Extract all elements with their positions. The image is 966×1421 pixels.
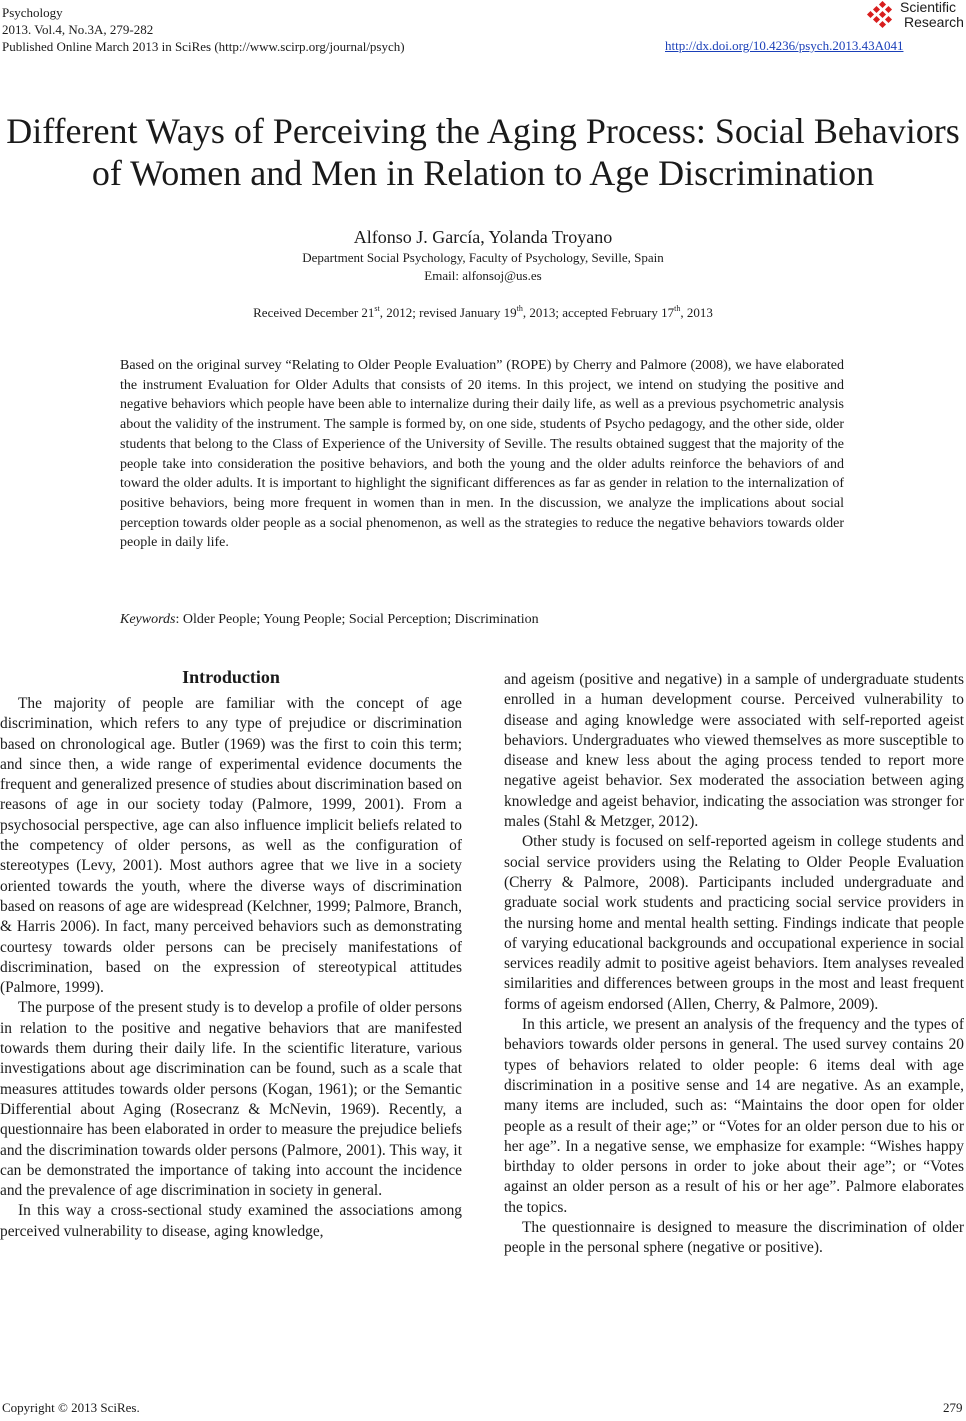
keywords <box>120 612 539 628</box>
article-dates: Received December 21st, 2012; revised January 19th, 2013; accepted February 17th, 2013 <box>253 304 713 320</box>
affiliation: Department Social Psychology, Faculty of Psychology, Seville, Spain <box>302 250 664 265</box>
paragraph: The questionnaire is designed to measure the discrimination of older people in the personal sphere (negative or positive). <box>504 1219 964 1257</box>
right-column <box>504 670 964 1259</box>
paragraph: In this article, we present an analysis of the frequency and the types of behaviors towards older persons in general. The used survey contains 20 types of behaviors related to older people: 6 items deal with age discrimination in a positive sense and 14 are negative. As an example, many items are included, such as: “Maintains the door open for older people as a result of their age;” or “Votes for an older person due to his or her age”. In a negative sense, we emphasize for example: “Wishes happy birthday to older persons in order to joke about their age”; or “Votes against an older person as a result of his or her age”. Palmore elaborates the topics. <box>504 1016 964 1216</box>
section-heading: Introduction <box>182 667 280 687</box>
logo-text-line2: Research <box>904 14 964 30</box>
keywords-label: Keywords <box>120 612 176 627</box>
email: Email: alfonsoj@us.es <box>424 268 542 283</box>
copyright: Copyright © 2013 SciRes. <box>2 1400 140 1415</box>
paragraph: The purpose of the present study is to develop a profile of older persons in relation to the positive and negative behaviors that are manifested towards them during their daily life. In the scientific literature, various investigations about age discrimination can be found, such as a scale that measures attitudes towards older persons (Kogan, 1961); or the Semantic Differential about Aging (Rosecranz & McNevin, 1969). Recently, a questionnaire has been elaborated in order to measure the prejudice beliefs and the discrimination towards older persons (Palmore, 2001). This way, it can be demonstrated the importance of taking into account the incidence and the prevalence of age discrimination in society in general. <box>0 999 462 1200</box>
keywords-list: : Older People; Young People; Social Perception; Discrimination <box>175 612 539 627</box>
page-number: 279 <box>943 1400 963 1415</box>
paragraph: In this way a cross-sectional study examined the associations among perceived vulnerability to disease, aging knowledge, <box>0 1202 462 1240</box>
publication-info: Published Online March 2013 in SciRes (http://www.scirp.org/journal/psych) <box>2 39 405 54</box>
doi-link[interactable]: http://dx.doi.org/10.4236/psych.2013.43A041 <box>665 38 904 53</box>
logo-text-line1: Scientific <box>900 0 957 15</box>
paragraph: The majority of people are familiar with the concept of age discrimination, which refers to any type of prejudice or discrimination based on chronological age. Butler (1969) was the first to coin this term; and since then, a wide range of experimental evidence documents the frequent and generalized presence of studies about discrimination based on reasons of age in our society today (Palmore, 1999, 2001). From a psychosocial perspective, age can also influence implicit beliefs related to the competency of older persons, as well as the configuration of stereotypes (Levy, 2001). Most authors agree that we live in a society oriented towards the youth, where the diverse ways of discrimination based on reasons of age are widespread (Kelchner, 1999; Palmore, Branch, & Harris 2006). In fact, many perceived behaviors such as demonstrating courtesy towards older persons can be precisely manifestations of discrimination, based on the expression of stereotypical attitudes (Palmore, 1999). <box>0 695 462 997</box>
paragraph: and ageism (positive and negative) in a sample of undergraduate students enrolled in a human development course. Perceived vulnerability to disease and aging knowledge were associated with self-reported ageist behaviors. Undergraduates who viewed themselves as more susceptible to disease and knew less about the aging process tended to report more negative ageist behavior. Sex moderated the association between aging knowledge and ageist behavior, indicating the association was stronger for males (Stahl & Metzger, 2012). <box>504 671 964 831</box>
journal-volume: 2013. Vol.4, No.3A, 279-282 <box>2 22 154 37</box>
abstract: Based on the original survey “Relating to Older People Evaluation” (ROPE) by Cherry and Palmore (2008), we have elaborated the instrument Evaluation for Older Adults that consists of 20 items. In this project, we intend on studying the positive and negative behaviors which people have been able to internalize during their daily life, as well as a previous psychometric analysis about the validity of the instrument. The sample is formed by, on one side, students of Psycho pedagogy, and the other side, older students that belong to the Class of Experience of the University of Seville. The results obtained suggest that the majority of the people take into consideration the positive behaviors, and both the young and the older adults reinforce the behaviors of and toward the older adults. It is important to highlight the significant differences as far as gender in relation to the internalization of positive behaviors, being more frequent in women than in men. In the discussion, we analyze the implications about social perception towards older people as a social phenomenon, as well as the strategies to reduce the negative behaviors towards older people in daily life. <box>120 358 844 551</box>
journal-header <box>2 4 405 55</box>
journal-name: Psychology <box>2 5 63 20</box>
scientific-research-logo-icon <box>866 1 898 33</box>
left-column <box>0 664 462 1242</box>
publisher-logo <box>866 0 966 34</box>
paragraph: Other study is focused on self-reported ageism in college students and social service providers using the Relating to Older People Evaluation (Cherry & Palmore, 2008). Participants included undergraduate and graduate social work students and practicing social service providers in the nursing home and mental health setting. Findings indicate that people of varying educational backgrounds and occupational experience in social services readily admit to positive ageist behaviors. Item analyses revealed similarities and differences between groups in the most and least frequent forms of ageism endorsed (Allen, Cherry, & Palmore, 2009). <box>504 833 964 1013</box>
article-title: Different Ways of Perceiving the Aging Process: Social Behaviors of Women and Men in Relation to Age Discrimination <box>6 111 960 193</box>
authors: Alfonso J. García, Yolanda Troyano <box>353 227 613 247</box>
